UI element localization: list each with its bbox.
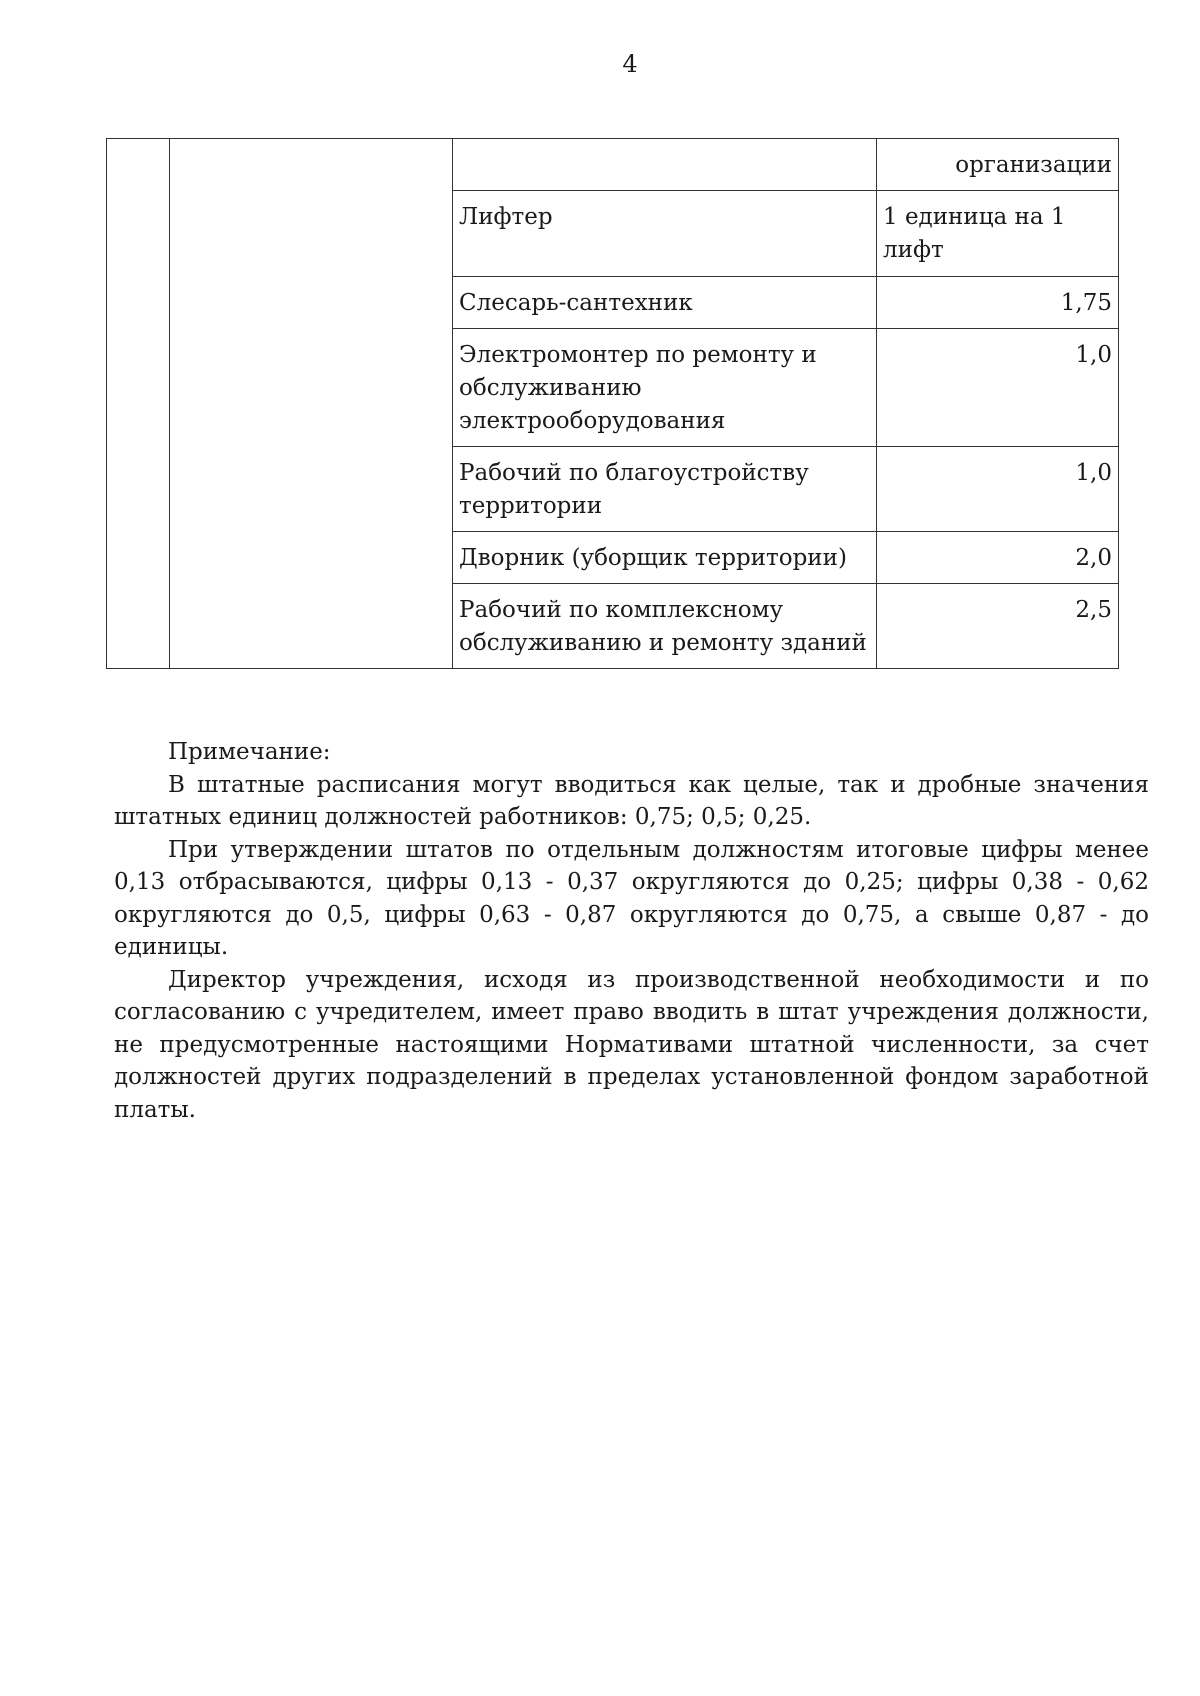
table-cell-position: Рабочий по комплексному обслуживанию и ремонту зданий — [453, 584, 877, 669]
table-cell-position: Рабочий по благоустройству территории — [453, 447, 877, 532]
table-cell-value: 1,0 — [877, 329, 1119, 447]
table-cell-value: 2,0 — [877, 532, 1119, 584]
table-cell-position: Слесарь-сантехник — [453, 277, 877, 329]
notes-title: Примечание: — [168, 739, 331, 765]
table-cell-value: 2,5 — [877, 584, 1119, 669]
table-cell-position: Электромонтер по ремонту и обслуживанию электрооборудования — [453, 329, 877, 447]
note-paragraph: В штатные расписания могут вводиться как целые, так и дробные значения штатных единиц должностей работников: 0,75; 0,5; 0,25. — [114, 771, 1149, 830]
table-row — [107, 139, 1119, 191]
table-cell-value: 1,75 — [877, 277, 1119, 329]
table-cell-department — [170, 139, 453, 669]
table-cell-position: Лифтер — [453, 191, 877, 277]
table-cell-value: организации — [877, 139, 1119, 191]
notes-section — [114, 736, 1149, 1126]
table-cell-position — [453, 139, 877, 191]
table-cell-value: 1,0 — [877, 447, 1119, 532]
table-cell-value: 1 единица на 1 лифт — [877, 191, 1119, 277]
table-cell-number — [107, 139, 170, 669]
table-cell-position: Дворник (уборщик территории) — [453, 532, 877, 584]
staffing-table — [106, 138, 1119, 669]
page-number: 4 — [622, 50, 638, 78]
note-paragraph: Директор учреждения, исходя из производственной необходимости и по согласованию с учредителем, имеет право вводить в штат учреждения должности, не предусмотренные настоящими Нормативами штатной численности, за счет должностей других подразделений в пределах установленной фондом заработной платы. — [114, 966, 1149, 1123]
note-paragraph: При утверждении штатов по отдельным должностям итоговые цифры менее 0,13 отбрасываются, цифры 0,13 - 0,37 округляются до 0,25; цифры 0,38 - 0,62 округляются до 0,5, цифры 0,63 - 0,87 округляются до 0,75, а свыше 0,87 - до единицы. — [114, 836, 1149, 960]
